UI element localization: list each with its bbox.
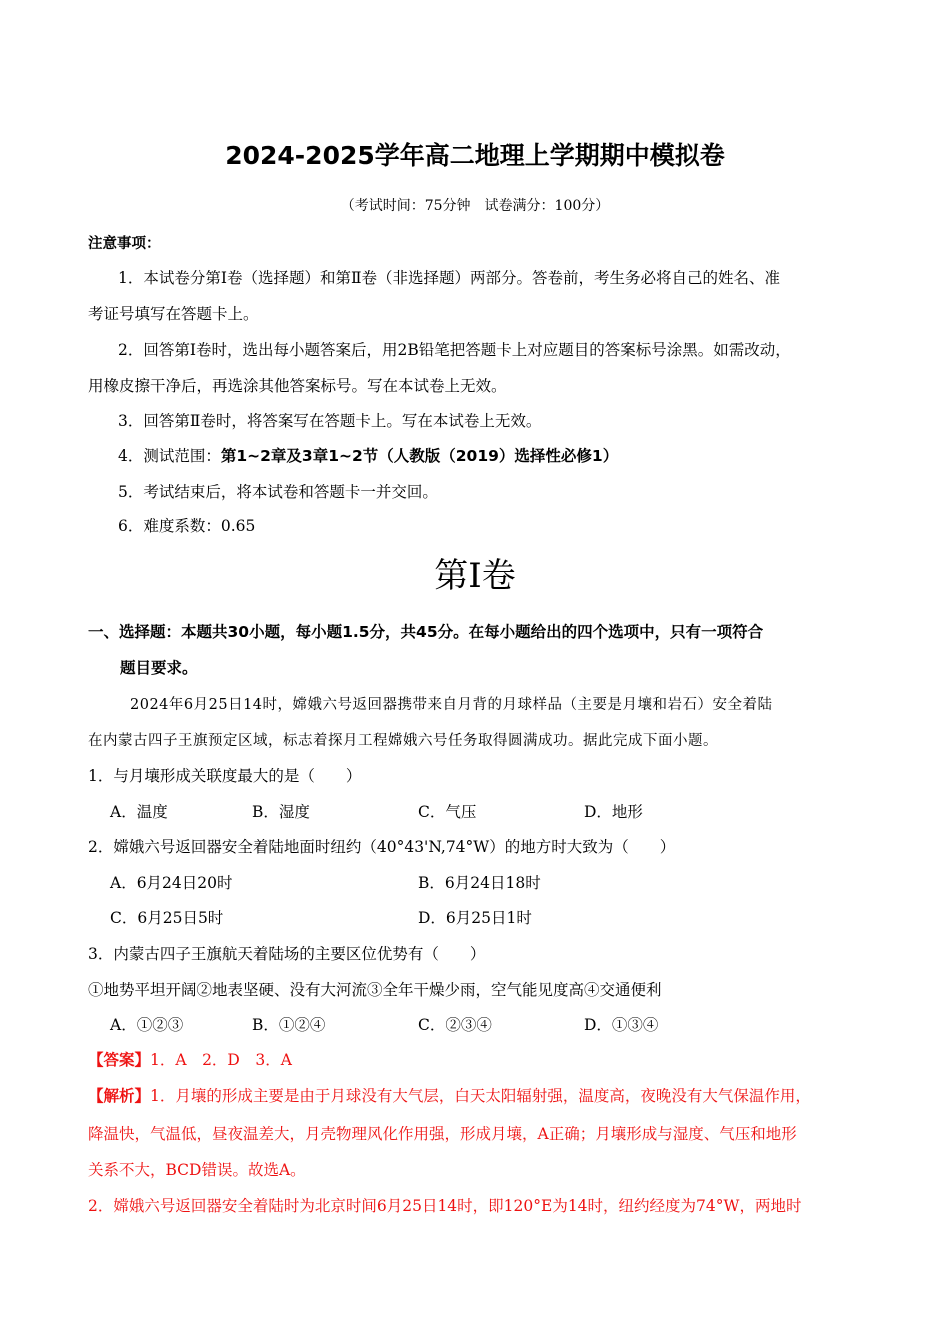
question-2-stem: 2．嫦娥六号返回器安全着陆地面时纽约（40°43'N,74°W）的地方时大致为（ ）: [88, 838, 676, 856]
exam-title: 2024-2025学年高二地理上学期期中模拟卷: [225, 141, 725, 170]
answer-block: [88, 1048, 292, 1070]
question-2-option-c: C．6月25日5时: [110, 909, 224, 927]
notice-item-1-line-1: 1．本试卷分第Ⅰ卷（选择题）和第Ⅱ卷（非选择题）两部分。答卷前，考生务必将自己的姓名、准: [118, 269, 781, 287]
notice-heading: 注意事项：: [88, 236, 161, 252]
question-1-option-a: A．温度: [110, 803, 168, 821]
question-2-option-b: B．6月24日18时: [418, 874, 541, 892]
notice-item-6: 6．难度系数：0.65: [118, 517, 256, 535]
question-3-option-a: A．①②③: [110, 1016, 184, 1034]
question-1-option-b: B．湿度: [252, 803, 310, 821]
analysis-label: 【解析】: [88, 1087, 151, 1105]
notice-item-5: 5．考试结束后，将本试卷和答题卡一并交回。: [118, 483, 438, 501]
exam-subtitle: （考试时间：75分钟 试卷满分：100分）: [340, 198, 610, 214]
answer-label: 【答案】: [88, 1051, 151, 1069]
question-1-option-d: D．地形: [584, 803, 643, 821]
notice-item-4-range: 第1~2章及3章1~2节（人教版（2019）选择性必修1）: [220, 447, 619, 465]
question-3-stem: 3．内蒙古四子王旗航天着陆场的主要区位优势有（ ）: [88, 945, 486, 963]
analysis-line-1-text: 1．月壤的形成主要是由于月球没有大气层，白天太阳辐射强，温度高，夜晚没有大气保温作用，: [150, 1087, 811, 1105]
section-heading-line-1: 一、选择题：本题共30小题，每小题1.5分，共45分。在每小题给出的四个选项中，只有一项符合: [88, 623, 764, 641]
question-1-stem: 1．与月壤形成关联度最大的是（ ）: [88, 767, 362, 785]
material-line-2: 在内蒙古四子王旗预定区域，标志着探月工程嫦娥六号任务取得圆满成功。据此完成下面小题。: [88, 733, 718, 749]
question-3-option-c: C．②③④: [418, 1016, 492, 1034]
analysis-line-4: 2．嫦娥六号返回器安全着陆时为北京时间6月25日14时，即120°E为14时，纽约经度为74°W，两地时: [88, 1197, 802, 1215]
analysis-line-3: 关系不大，BCD错误。故选A。: [88, 1161, 306, 1179]
question-2-option-d: D．6月25日1时: [418, 909, 532, 927]
answer-text: 1．A 2．D 3．A: [150, 1051, 292, 1069]
material-line-1: 2024年6月25日14时，嫦娥六号返回器携带来自月背的月球样品（主要是月壤和岩石）安全着陆: [130, 697, 773, 713]
notice-item-2-line-2: 用橡皮擦干净后，再选涂其他答案标号。写在本试卷上无效。: [88, 377, 507, 395]
notice-item-3: 3．回答第Ⅱ卷时，将答案写在答题卡上。写在本试卷上无效。: [118, 412, 542, 430]
analysis-line-2: 降温快，气温低，昼夜温差大，月壳物理风化作用强，形成月壤，A正确；月壤形成与湿度、气压和地形: [88, 1125, 797, 1143]
notice-item-4: [118, 444, 618, 466]
section-heading-line-2: 题目要求。: [120, 659, 198, 677]
question-1-option-c: C．气压: [418, 803, 477, 821]
question-3-option-d: D．①③④: [584, 1016, 659, 1034]
analysis-line-1: [88, 1084, 811, 1106]
question-3-option-b: B．①②④: [252, 1016, 326, 1034]
notice-item-4-prefix: 4．测试范围：: [118, 447, 221, 465]
section-title: 第Ⅰ卷: [434, 556, 516, 596]
question-2-option-a: A．6月24日20时: [110, 874, 233, 892]
notice-item-2-line-1: 2．回答第Ⅰ卷时，选出每小题答案后，用2B铅笔把答题卡上对应题目的答案标号涂黑。如需改动，: [118, 341, 791, 359]
notice-item-1-line-2: 考证号填写在答题卡上。: [88, 305, 259, 323]
question-3-statements: ①地势平坦开阔②地表坚硬、没有大河流③全年干燥少雨，空气能见度高④交通便利: [88, 981, 662, 999]
